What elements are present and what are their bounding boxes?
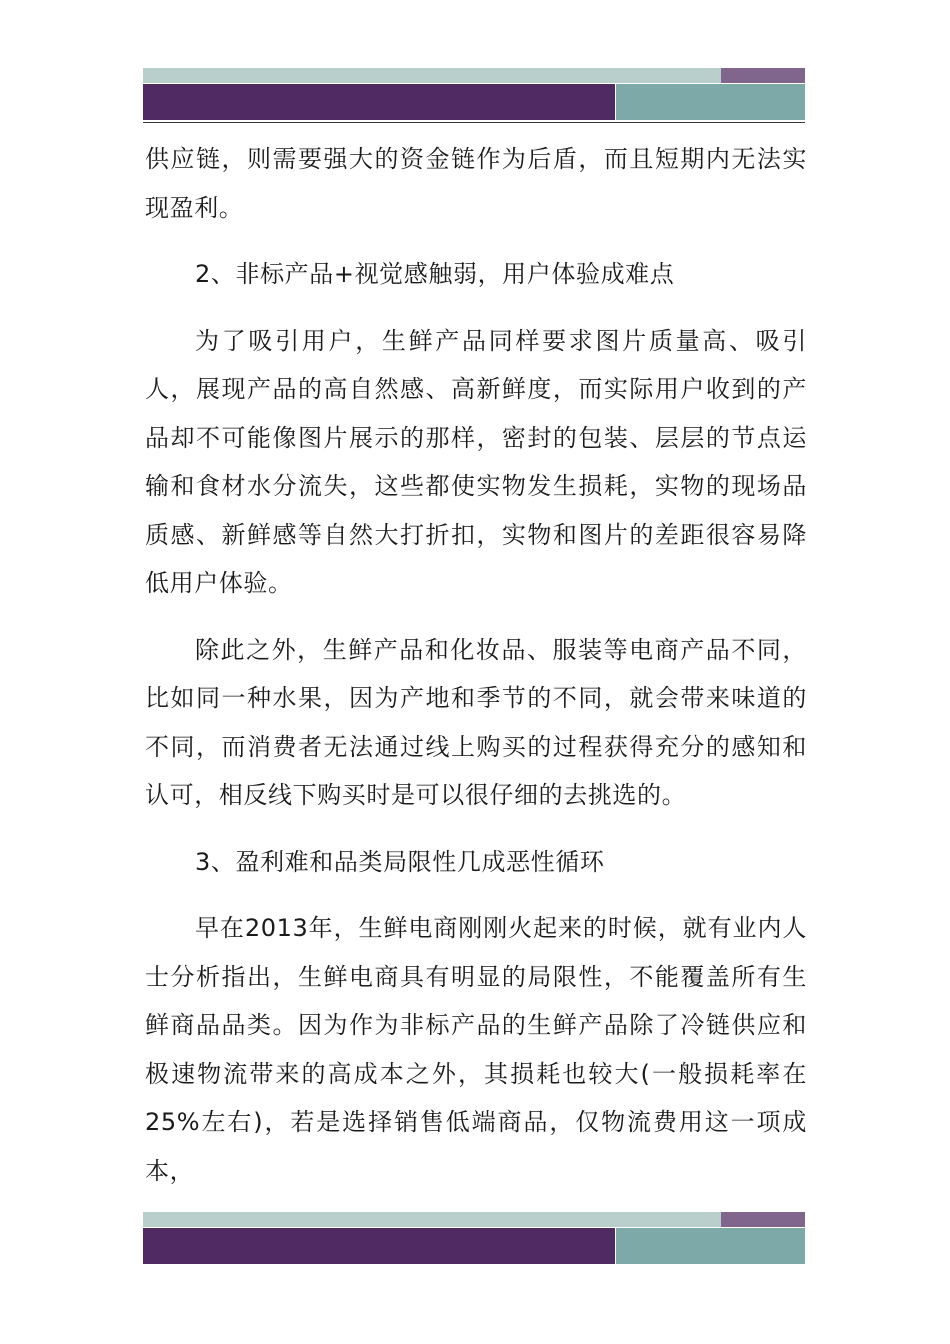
paragraph: 除此之外，生鲜产品和化妆品、服装等电商产品不同，比如同一种水果，因为产地和季节的不同，就会带来味道的不同，而消费者无法通过线上购买的过程获得充分的感知和认可，相反线下购买时是可以很仔细的去挑选的。 <box>145 635 807 809</box>
header-dark-band <box>143 84 615 120</box>
paragraph: 早在2013年，生鲜电商刚刚火起来的时候，就有业内人士分析指出，生鲜电商具有明显的局限性，不能覆盖所有生鲜商品品类。因为作为非标产品的生鲜产品除了冷链供应和极速物流带来的高成本之外，其损耗也较大(一般损耗率在25%左右)，若是选择销售低端商品，仅物流费用这一项成本， <box>145 914 807 1185</box>
header-light-band <box>143 68 721 83</box>
header-teal-band <box>616 84 805 120</box>
section-heading-2: 2、非标产品+视觉感触弱，用户体验成难点 <box>195 260 675 288</box>
footer-plum-band <box>721 1212 805 1227</box>
footer-light-band <box>143 1212 721 1227</box>
paragraph: 为了吸引用户，生鲜产品同样要求图片质量高、吸引人，展现产品的高自然感、高新鲜度，而实际用户收到的产品却不可能像图片展示的那样，密封的包装、层层的节点运输和食材水分流失，这些都使实物发生损耗，实物的现场品质感、新鲜感等自然大打折扣，实物和图片的差距很容易降低用户体验。 <box>145 326 807 597</box>
section-heading-3: 3、盈利难和品类局限性几成恶性循环 <box>195 847 605 876</box>
paragraph-continuation: 供应链，则需要强大的资金链作为后盾，而且短期内无法实现盈利。 <box>145 145 807 222</box>
header-rule <box>143 122 805 123</box>
header-plum-band <box>721 68 805 83</box>
footer-dark-band <box>143 1228 615 1264</box>
document-body <box>145 135 807 1213</box>
footer-teal-band <box>616 1228 805 1264</box>
